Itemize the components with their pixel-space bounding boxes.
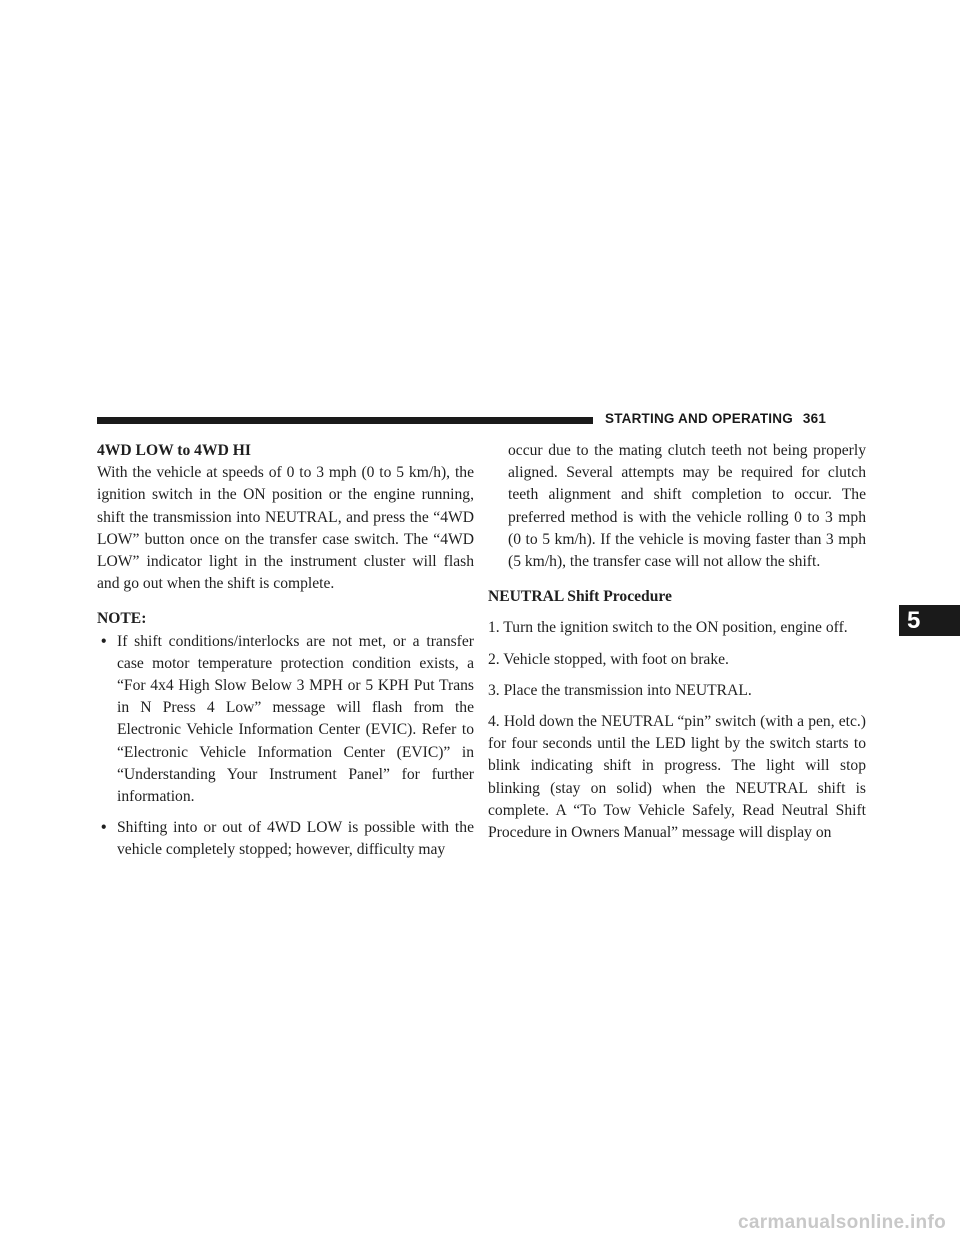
- list-item-text: Shifting into or out of 4WD LOW is possible with the vehicle completely stopped; however, difficulty may: [117, 819, 474, 859]
- left-column: [97, 440, 474, 862]
- list-item: [97, 817, 474, 861]
- note-label: NOTE:: [97, 610, 147, 628]
- bullet-icon: •: [101, 632, 107, 650]
- step-item: 3. Place the transmission into NEUTRAL.: [488, 681, 752, 699]
- list-item: [97, 631, 474, 809]
- section-heading-4wd-low-to-hi: 4WD LOW to 4WD HI: [97, 442, 251, 459]
- chapter-tab: 5: [899, 605, 960, 636]
- watermark-text: carmanualsonline.info: [738, 1212, 946, 1233]
- bullet-icon: •: [101, 819, 107, 837]
- bullet-continuation: occur due to the mating clutch teeth not being properly aligned. Several attempts may be required for clutch teeth alignment and shift completion to occur. The preferred method is with the vehicle rolling 0 to 3 mph (0 to 5 km/h). If the vehicle is moving faster than 3 mph (5 km/h), the transfer case will not allow the shift.: [508, 442, 866, 571]
- body-paragraph: With the vehicle at speeds of 0 to 3 mph (0 to 5 km/h), the ignition switch in the ON position or the engine running, shift the transmission into NEUTRAL, and press the “4WD LOW” button once on the transfer case switch. The “4WD LOW” indicator light in the instrument cluster will flash and go out when the shift is complete.: [97, 464, 474, 593]
- page-number: 361: [802, 411, 827, 426]
- section-title: STARTING AND OPERATING: [605, 411, 793, 426]
- step-item: 1. Turn the ignition switch to the ON position, engine off.: [488, 619, 848, 637]
- step-item: 2. Vehicle stopped, with foot on brake.: [488, 650, 729, 668]
- section-heading-neutral-shift: NEUTRAL Shift Procedure: [488, 588, 672, 606]
- right-column: [488, 440, 866, 844]
- step-item: 4. Hold down the NEUTRAL “pin” switch (with a pen, etc.) for four seconds until the LED light by the switch starts to blink indicating shift in progress. The light will stop blinking (stay on solid) when the NEUTRAL shift is complete. A “To Tow Vehicle Safely, Read Neutral Shift Procedure in Owners Manual” message will display on: [488, 713, 866, 842]
- list-item-text: If shift conditions/interlocks are not met, or a transfer case motor temperature protection condition exists, a “For 4x4 High Slow Below 3 MPH or 5 KPH Put Trans in N Press 4 Low” message will flash from the Electronic Vehicle Information Center (EVIC). Refer to “Electronic Vehicle Information Center (EVIC)” in “Understanding Your Instrument Panel” for further information.: [117, 632, 474, 806]
- header-rule: [97, 417, 593, 424]
- running-header: [605, 411, 826, 426]
